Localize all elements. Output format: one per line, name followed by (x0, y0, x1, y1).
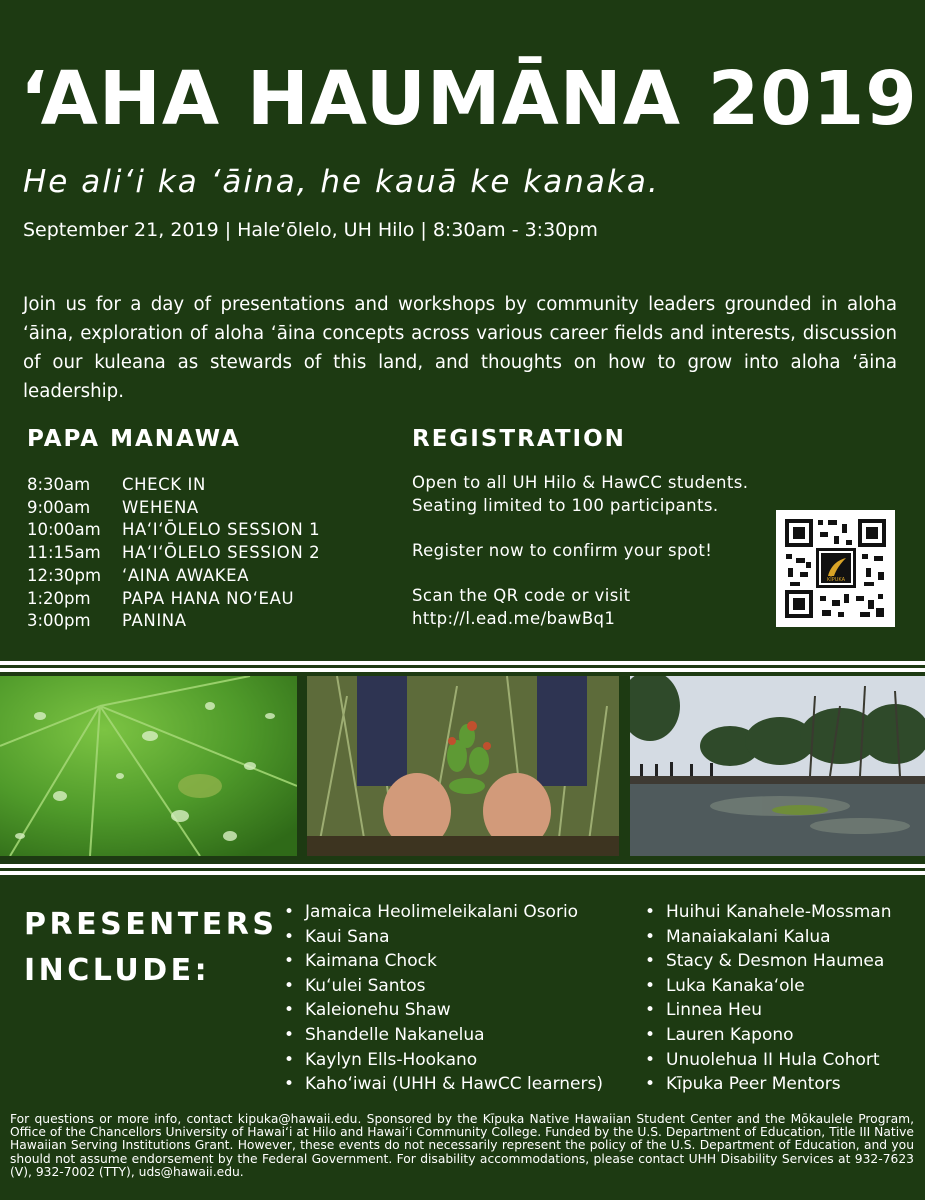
registration-heading: REGISTRATION (412, 426, 626, 452)
presenter-item: • Jamaica Heolimeleikalani Osorio (284, 900, 603, 925)
registration-info (412, 472, 748, 631)
registration-link[interactable]: http://l.ead.me/bawBq1 (412, 609, 616, 629)
schedule-time: 12:30pm (27, 565, 102, 585)
schedule-row (27, 610, 320, 633)
presenters-heading-line2: INCLUDE: (24, 953, 211, 988)
schedule-event: CHECK IN (122, 475, 206, 494)
schedule-row (27, 497, 320, 520)
divider-top-1 (0, 661, 925, 665)
schedule-row (27, 542, 320, 565)
presenter-item: • Manaiakalani Kalua (645, 925, 892, 950)
divider-bottom-2 (0, 871, 925, 875)
presenter-item: • Huihui Kanahele-Mossman (645, 900, 892, 925)
schedule-event: HAʻIʻŌLELO SESSION 2 (122, 543, 321, 563)
event-date-location: September 21, 2019 | Haleʻōlelo, UH Hilo | 8:30am - 3:30pm (23, 219, 598, 241)
photo-taro-leaf (0, 676, 297, 856)
schedule-row (27, 565, 320, 588)
intro-paragraph: Join us for a day of presentations and workshops by community leaders grounded in aloha ʻāina, exploration of aloha ʻāina concepts across various career fields and interests, discussion of our kuleana as stewards of this land, and thoughts on how to grow into aloha ʻāina leadership. (23, 294, 897, 402)
presenter-item: • Luka Kanakaʻole (645, 974, 892, 999)
qr-code-graphic (776, 510, 895, 627)
presenters-list-1 (284, 900, 603, 1097)
presenter-item: • Linnea Heu (645, 998, 892, 1023)
registration-cta: Register now to confirm your spot! (412, 541, 713, 561)
presenters-heading (24, 902, 277, 994)
schedule-time: 9:00am (27, 497, 91, 517)
presenter-item: • Unuolehua II Hula Cohort (645, 1048, 892, 1073)
photo-planting (307, 676, 619, 856)
presenter-item: • Kaimana Chock (284, 949, 603, 974)
presenter-item: • Kuʻulei Santos (284, 974, 603, 999)
schedule-time: 11:15am (27, 543, 101, 563)
event-title: ʻAHA HAUMĀNA 2019 (20, 56, 918, 142)
schedule-time: 10:00am (27, 520, 101, 540)
divider-top-2 (0, 668, 925, 672)
schedule-heading: PAPA MANAWA (27, 426, 241, 452)
schedule-row (27, 474, 320, 497)
divider-bottom-1 (0, 864, 925, 868)
registration-eligibility: Open to all UH Hilo & HawCC students. (412, 473, 749, 492)
schedule-row (27, 588, 320, 611)
registration-capacity: Seating limited to 100 participants. (412, 495, 719, 515)
registration-scan-text: Scan the QR code or visit (412, 586, 631, 606)
schedule-time: 3:00pm (27, 611, 91, 631)
presenter-item: • Lauren Kapono (645, 1023, 892, 1048)
presenter-item: • Stacy & Desmon Haumea (645, 949, 892, 974)
presenters-list-2 (645, 900, 892, 1097)
footer-notice: For questions or more info, contact kipuka@hawaii.edu. Sponsored by the Kīpuka Native Hawaiian Student Center and the Mōkaulele Program, Office of the Chancellors University of Hawaiʻi at Hilo and Hawaiʻi Community College. Funded by the U.S. Department of Education, Title III Native Hawaiian Serving Institutions Grant. However, these events do not necessarily represent the policy of the U.S. Department of Education, and you should not assume endorsement by the Federal Government. For disability accommodations, please contact UHH Disability Services at 932-7623 (V), 932-7002 (TTY), uds@hawaii.edu. (10, 1112, 914, 1179)
qr-logo-text: KĪPUKA (826, 577, 846, 583)
schedule-list (27, 474, 320, 633)
schedule-event: HAʻIʻŌLELO SESSION 1 (122, 520, 321, 540)
schedule-event: WEHENA (122, 497, 199, 517)
presenter-item: • Shandelle Nakanelua (284, 1023, 603, 1048)
qr-code[interactable] (776, 510, 895, 627)
schedule-event: ʻAINA AWAKEA (122, 565, 250, 585)
schedule-row (27, 519, 320, 542)
schedule-time: 8:30am (27, 475, 91, 494)
schedule-event: PAPA HANA NOʻEAU (122, 588, 295, 608)
motto: He aliʻi ka ʻāina, he kauā ke kanaka. (23, 164, 660, 200)
schedule-event: PANINA (122, 611, 187, 631)
presenters-heading-line1: PRESENTERS (24, 907, 278, 942)
schedule-time: 1:20pm (27, 588, 91, 608)
presenter-item: • Kīpuka Peer Mentors (645, 1072, 892, 1097)
presenter-item: • Kaui Sana (284, 925, 603, 950)
presenter-item: • Kaylyn Ells-Hookano (284, 1048, 603, 1073)
photo-waterfront (630, 676, 925, 856)
presenter-item: • Kaleionehu Shaw (284, 998, 603, 1023)
presenter-item: • Kahoʻiwai (UHH & HawCC learners) (284, 1072, 603, 1097)
